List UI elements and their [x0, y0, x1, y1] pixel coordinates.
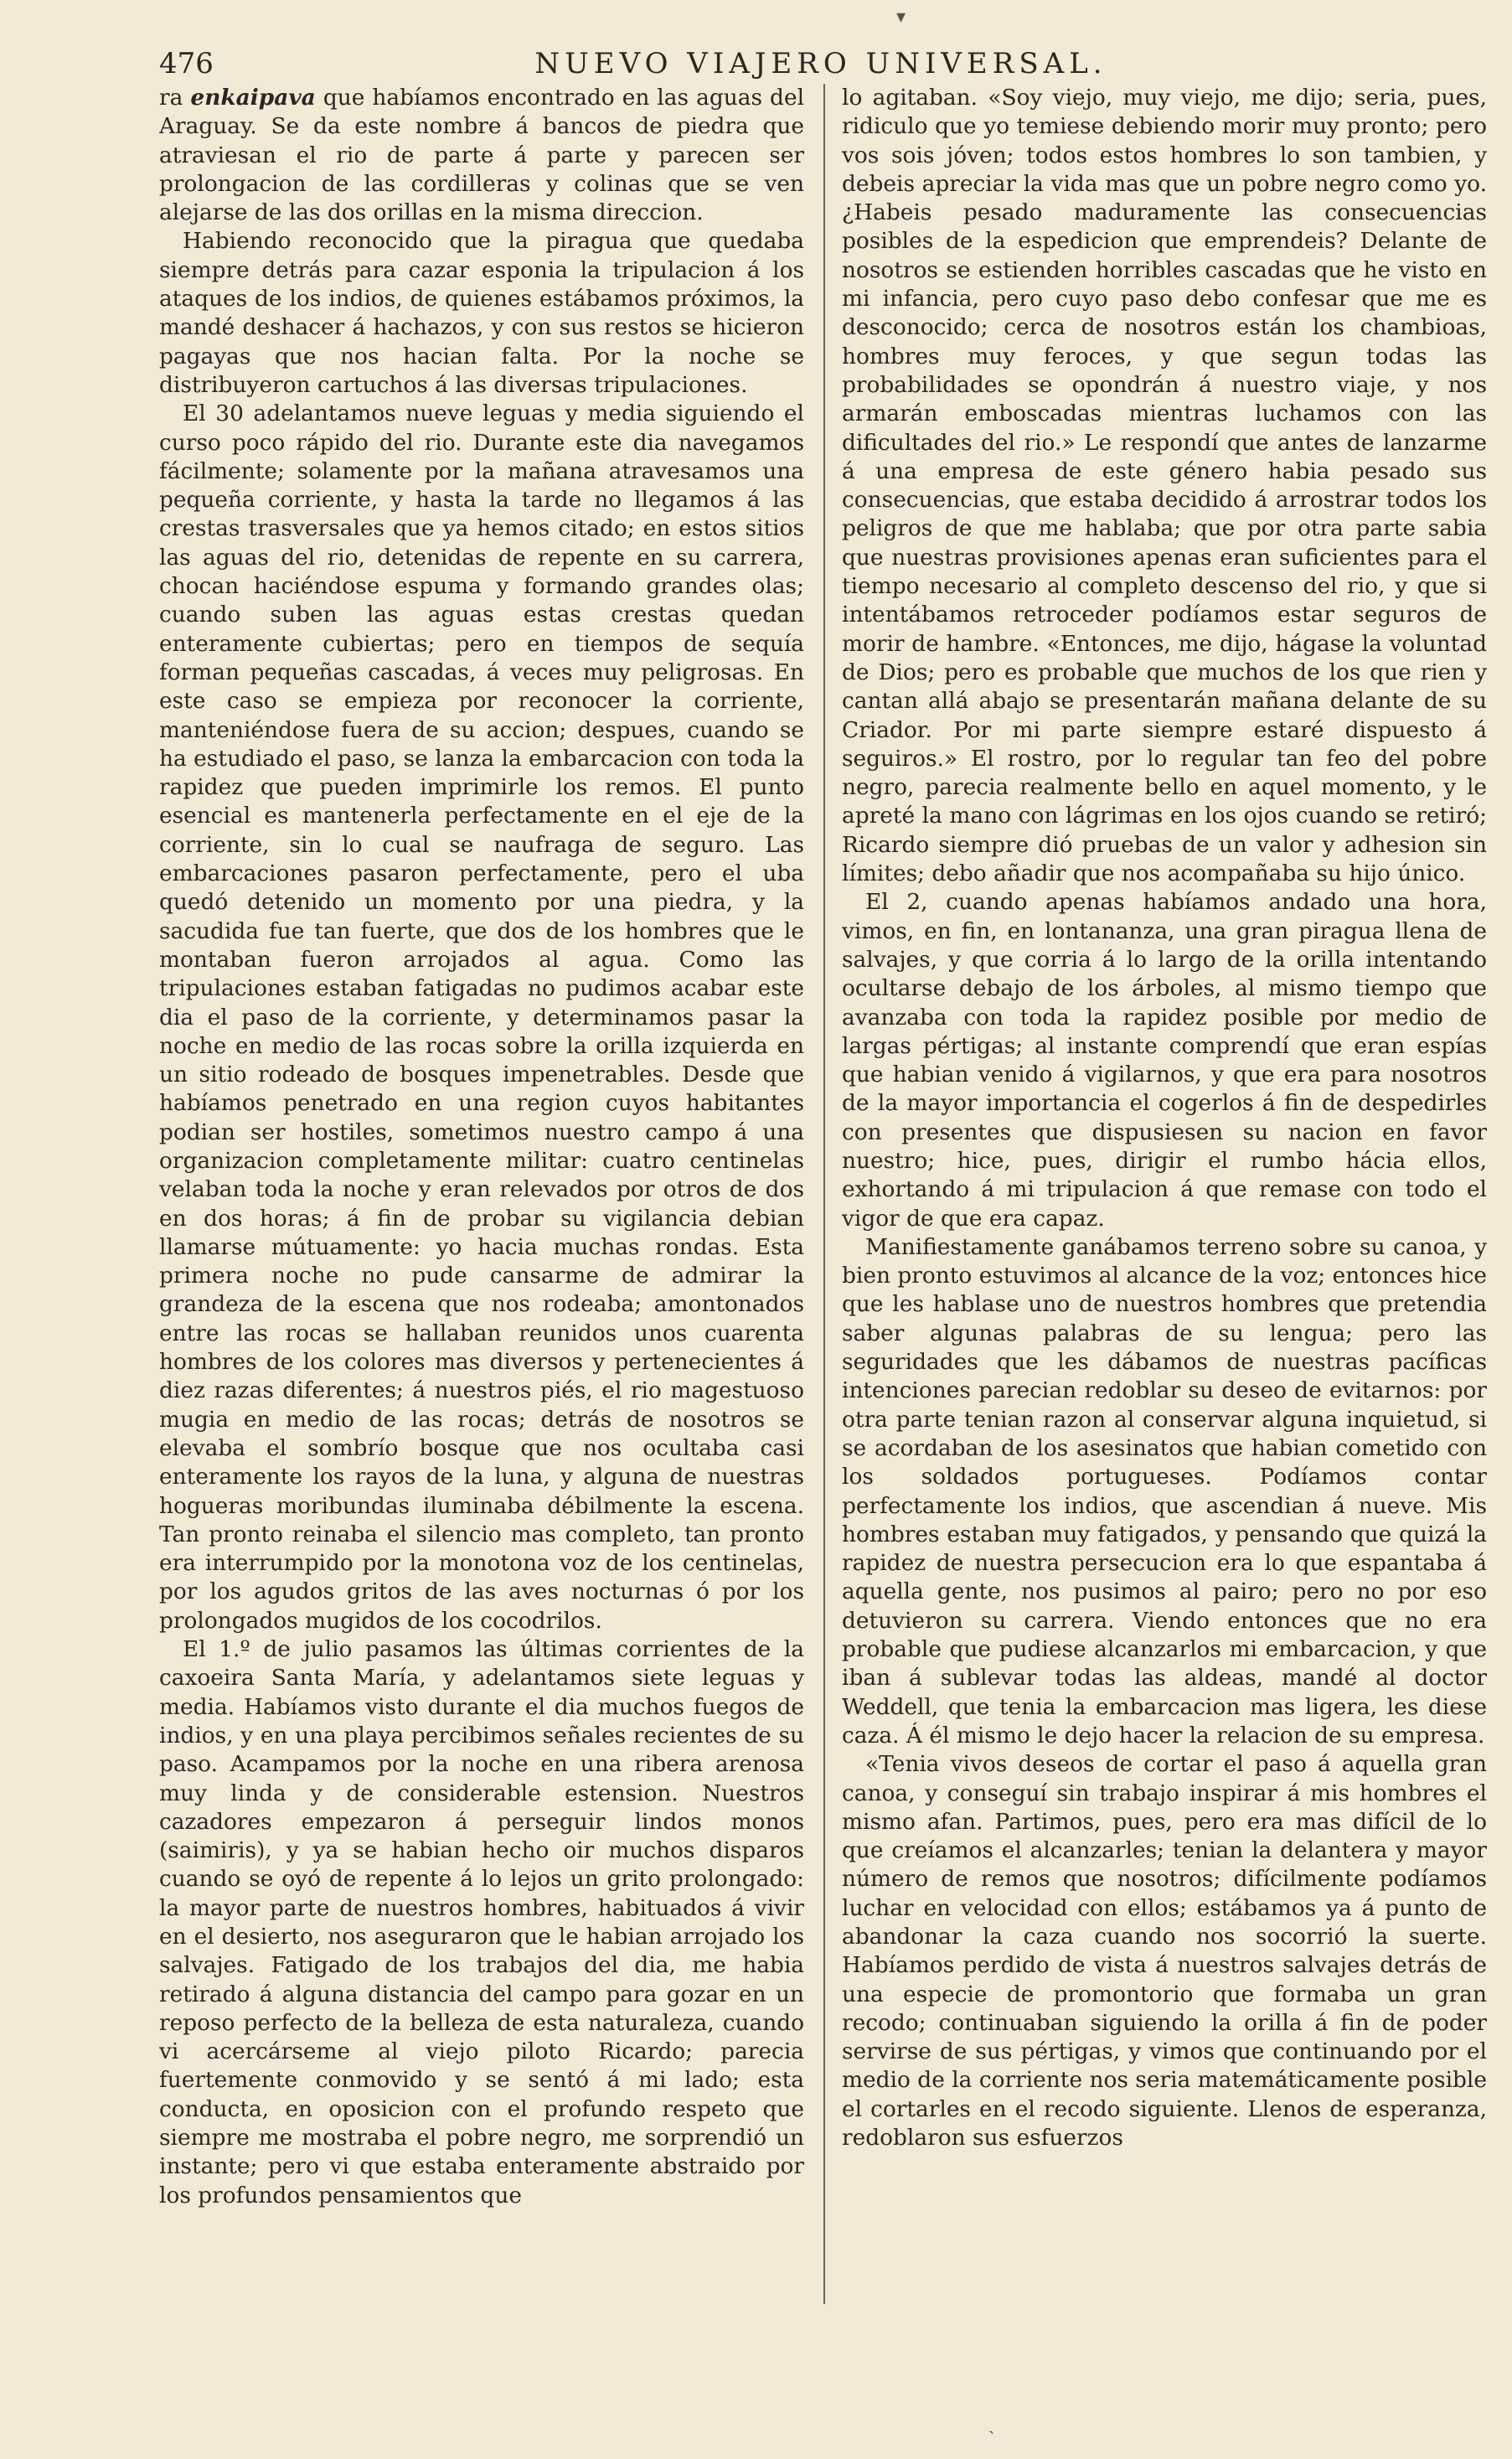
- column-divider: [823, 84, 825, 2304]
- paragraph: lo agitaban. «Soy viejo, muy viejo, me dijo; seria, pues, ridiculo que yo temiese debiendo morir muy pronto; pero vos sois jóven; todos estos hombres lo son tambien, y debeis apreciar la vida mas que un pobre negro como yo. ¿Habeis pesado maduramente las consecuencias posibles de la espedicion que emprendeis? Delante de nosotros se estienden horribles cascadas que he visto en mi infancia, pero cuyo paso debo confesar que me es desconocido; cerca de nosotros están los chambioas, hombres muy feroces, y que segun todas las probabilidades se opondrán á nuestro viaje, y nos armarán emboscadas mientras luchamos con las dificultades del rio.» Le respondí que antes de lanzarme á una empresa de este género habia pesado sus consecuencias, que estaba decidido á arrostrar todos los peligros de que me hablaba; que por otra parte sabia que nuestras provisiones apenas eran suficientes para el tiempo necesario al completo descenso del rio, y que si intentábamos retroceder podíamos estar seguros de morir de hambre. «Entonces, me dijo, hágase la voluntad de Dios; pero es probable que muchos de los que rien y cantan allá abajo se presentarán mañana delante de su Criador. Por mi parte siempre estaré dispuesto á seguiros.» El rostro, por lo regular tan feo del pobre negro, parecia realmente bello en aquel momento, y le apreté la mano con lágrimas en los ojos cuando se retiró; Ricardo siempre dió pruebas de un valor y adhesion sin límites; debo añadir que nos acompañaba su hijo único.: [842, 85, 1487, 887]
- paragraph: El 30 adelantamos nueve leguas y media siguiendo el curso poco rápido del rio. Durante este dia navegamos fácilmente; solamente por la mañana atravesamos una pequeña corriente, y hasta la tarde no llegamos á las crestas trasversales que ya hemos citado; en estos sitios las aguas del rio, detenidas de repente en su carrera, chocan haciéndose espuma y formando grandes olas; cuando suben las aguas estas crestas quedan enteramente cubiertas; pero en tiempos de sequía forman pequeñas cascadas, á veces muy peligrosas. En este caso se empieza por reconocer la corriente, manteniéndose fuera de su accion; despues, cuando se ha estudiado el paso, se lanza la embarcacion con toda la rapidez que pueden imprimirle los remos. El punto esencial es mantenerla perfectamente en el eje de la corriente, sin lo cual se naufraga de seguro. Las embarcaciones pasaron perfectamente, pero el uba quedó detenido un momento por una piedra, y la sacudida fue tan fuerte, que dos de los hombres que le montaban fueron arrojados al agua. Como las tripulaciones estaban fatigadas no pudimos acabar este dia el paso de la corriente, y determinamos pasar la noche en medio de las rocas sobre la orilla izquierda en un sitio rodeado de bosques impenetrables. Desde que habíamos penetrado en una region cuyos habitantes podian ser hostiles, sometimos nuestro campo á una organizacion completamente militar: cuatro centinelas velaban toda la noche y eran relevados por otros de dos en dos horas; á fin de probar su vigilancia debian llamarse mútuamente: yo hacia muchas rondas. Esta primera noche no pude cansarme de admirar la grandeza de la escena que nos rodeaba; amontonados entre las rocas se hallaban reunidos unos cuarenta hombres de los colores mas diversos y pertenecientes á diez razas diferentes; á nuestros piés, el rio magestuoso mugia en medio de las rocas; detrás de nosotros se elevaba el sombrío bosque que nos ocultaba casi enteramente los rayos de la luna, y alguna de nuestras hogueras moribundas iluminaba débilmente la escena. Tan pronto reinaba el silencio mas completo, tan pronto era interrumpido por la monotona voz de los centinelas, por los agudos gritos de las aves nocturnas ó por los prolongados mugidos de los cocodrilos.: [159, 400, 804, 1634]
- page-number: 476: [159, 47, 214, 80]
- print-mark-icon: ▾: [896, 7, 906, 28]
- paragraph: [159, 84, 804, 227]
- left-column: [159, 84, 804, 2363]
- paragraph: El 2, cuando apenas habíamos andado una hora, vimos, en fin, en lontananza, una gran piragua llena de salvajes, y que corria á lo largo de la orilla intentando ocultarse debajo de los árboles, al mismo tiempo que avanzaba con toda la rapidez posible por medio de largas pértigas; al instante comprendí que eran espías que habian venido á vigilarnos, y que era para nosotros de la mayor importancia el cogerlos á fin de despedirles con presentes que dispusiesen su nacion en favor nuestro; hice, pues, dirigir el rumbo hácia ellos, exhortando á mi tripulacion á que remase con todo el vigor de que era capaz.: [842, 889, 1487, 1232]
- page-header: [159, 47, 1483, 84]
- paragraph-lead: ra: [159, 85, 183, 111]
- running-title: NUEVO VIAJERO UNIVERSAL.: [534, 47, 1107, 80]
- paragraph: El 1.º de julio pasamos las últimas corrientes de la caxoeira Santa María, y adelantamos siete leguas y media. Habíamos visto durante el dia muchos fuegos de indios, y en una playa percibimos señales recientes de su paso. Acampamos por la noche en una ribera arenosa muy linda y de considerable estension. Nuestros cazadores empezaron á perseguir lindos monos (saimiris), y ya se habian hecho oir muchos disparos cuando se oyó de repente á lo lejos un grito prolongado: la mayor parte de nuestros hombres, habituados á vivir en el desierto, nos aseguraron que le habian arrojado los salvajes. Fatigado de los trabajos del dia, me habia retirado á alguna distancia del campo para gozar en un reposo perfecto de la belleza de esta naturaleza, cuando vi acercárseme al viejo piloto Ricardo; parecia fuertemente conmovido y se sentó á mi lado; esta conducta, en oposicion con el profundo respeto que siempre me mostraba el pobre negro, me sorprendió un instante; pero vi que estaba enteramente abstraido por los profundos pensamientos que: [159, 1636, 804, 2208]
- paragraph-text: que habíamos encontrado en las aguas del Araguay. Se da este nombre á bancos de piedra que atraviesan el rio de parte á parte y parecen ser prolongacion de las cordilleras y colinas que se ven alejarse de las dos orillas en la misma direccion.: [159, 85, 804, 226]
- print-mark-icon: ˏ: [988, 2414, 995, 2435]
- right-column: [842, 84, 1487, 2396]
- paragraph: Manifiestamente ganábamos terreno sobre su canoa, y bien pronto estuvimos al alcance de la voz; entonces hice que les hablase uno de nuestros hombres que pretendia saber algunas palabras de su lengua; pero las seguridades que les dábamos de nuestras pacíficas intenciones parecian redoblar su deseo de evitarnos: por otra parte tenian razon al conservar alguna inquietud, si se acordaban de los asesinatos que habian cometido con los soldados portugueses. Podíamos contar perfectamente los indios, que ascendian á nueve. Mis hombres estaban muy fatigados, y pensando que quizá la rapidez de nuestra persecucion era lo que espantaba á aquella gente, nos pusimos al pairo; pero no por eso detuvieron su carrera. Viendo entonces que no era probable que pudiese alcanzarlos mi embarcacion, y que iban á sublevar todas las aldeas, mandé al doctor Weddell, que tenia la embarcacion mas ligera, les diese caza. Á él mismo le dejo hacer la relacion de su empresa.: [842, 1233, 1487, 1749]
- paragraph: «Tenia vivos deseos de cortar el paso á aquella gran canoa, y conseguí sin trabajo inspirar á mis hombres el mismo afan. Partimos, pues, pero era mas difícil de lo que creíamos el alcanzarles; tenian la delantera y mayor número de remos que nosotros; difícilmente podíamos luchar en velocidad con ellos; estábamos ya á punto de abandonar la caza cuando nos socorrió la suerte. Habíamos perdido de vista á nuestros salvajes detrás de una especie de promontorio que formaba un gran recodo; continuaban siguiendo la orilla á fin de poder servirse de sus pértigas, y vimos que continuando por el medio de la corriente nos seria matemáticamente posible el cortarles en el recodo siguiente. Llenos de esperanza, redoblaron sus esfuerzos: [842, 1751, 1487, 2152]
- paragraph: Habiendo reconocido que la piragua que quedaba siempre detrás para cazar esponia la tripulacion á los ataques de los indios, de quienes estábamos próximos, la mandé deshacer á hachazos, y con sus restos se hicieron pagayas que nos hacian falta. Por la noche se distribuyeron cartuchos á las diversas tripulaciones.: [159, 228, 804, 398]
- italic-term: enkaipava: [190, 85, 316, 111]
